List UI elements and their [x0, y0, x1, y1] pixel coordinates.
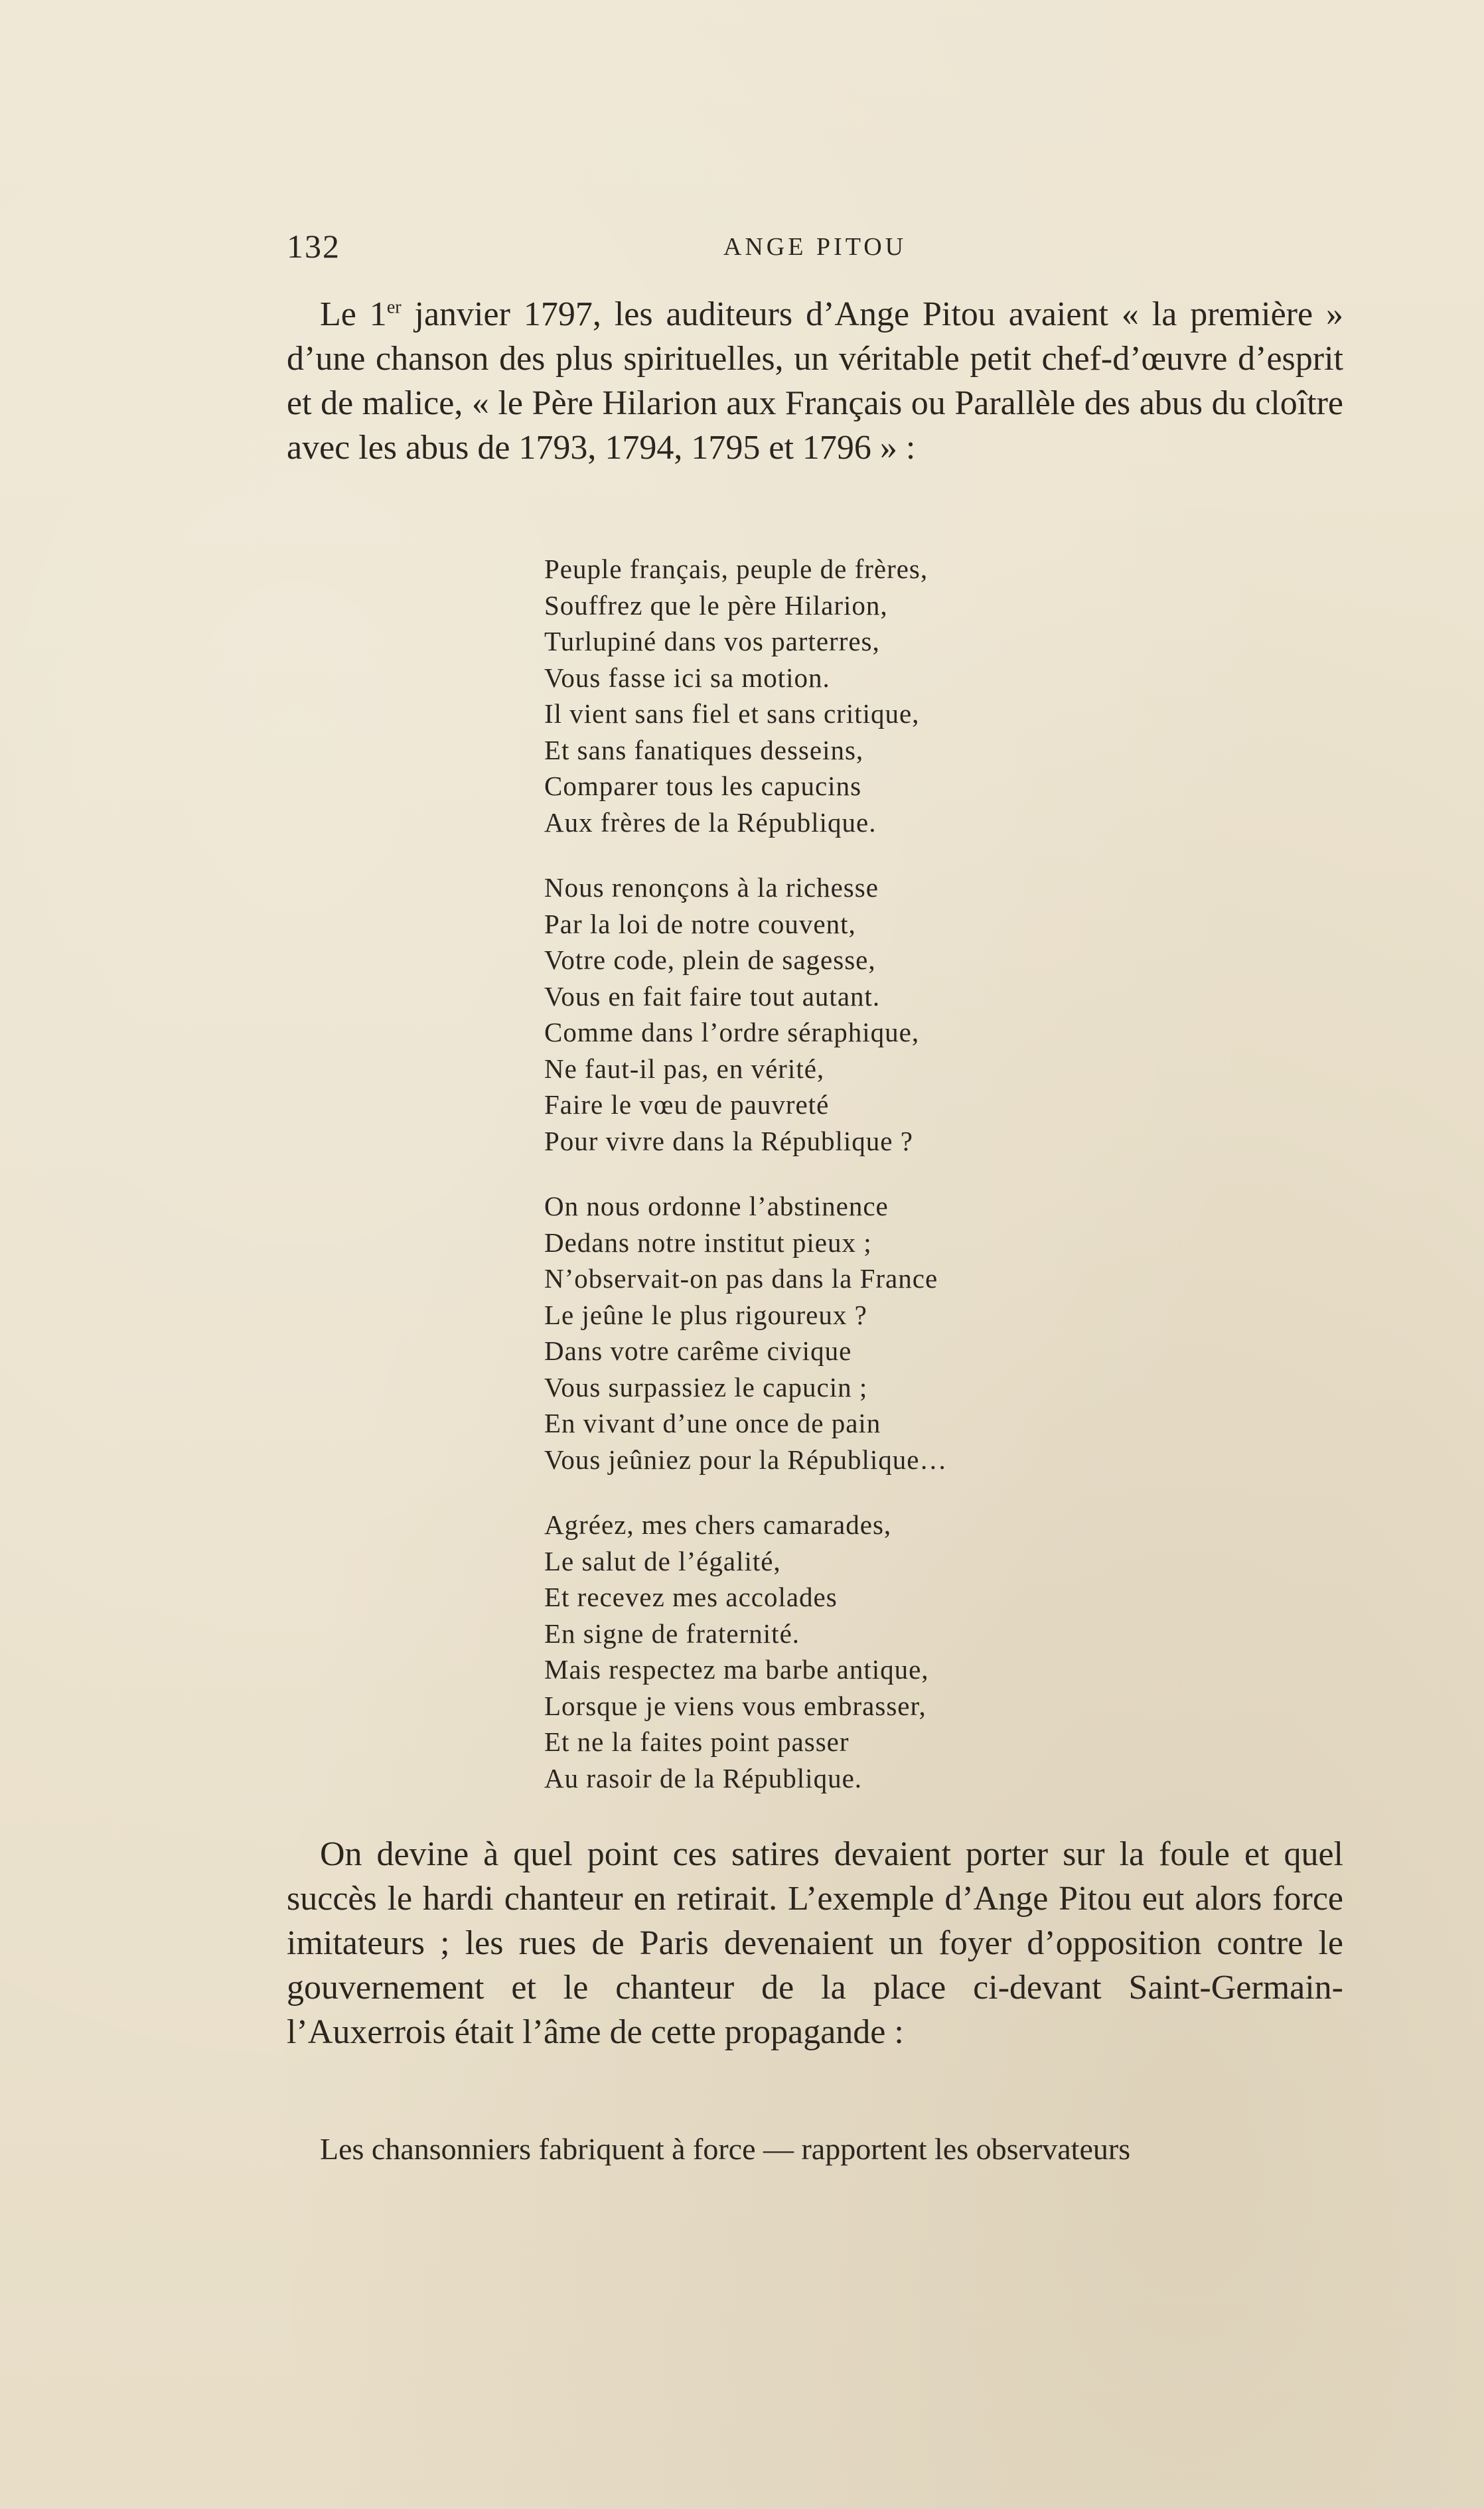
verse-line: Souffrez que le père Hilarion,	[544, 589, 888, 621]
running-title: ANGE PITOU	[723, 233, 907, 261]
verse-line: En signe de fraternité.	[544, 1618, 800, 1649]
verse-line: Vous jeûniez pour la République…	[544, 1444, 948, 1475]
verse-line: Vous en fait faire tout autant.	[544, 980, 881, 1012]
page-number: 132	[287, 228, 340, 265]
verse-line: Le salut de l’égalité,	[544, 1545, 781, 1576]
verse-line: Lorsque je viens vous embrasser,	[544, 1690, 927, 1721]
verse-line: Comme dans l’ordre séraphique,	[544, 1017, 920, 1047]
verse-line: Par la loi de notre couvent,	[544, 908, 856, 939]
stanza	[544, 551, 1341, 840]
final-line: Les chansonniers fabriquent à force — rapportent les observateurs	[320, 2132, 1131, 2166]
stanza	[544, 1507, 1341, 1796]
ordinal-suffix: er	[386, 297, 402, 318]
closing-paragraph: On devine à quel point ces satires devaient porter sur la foule et quel succès le hardi chanteur en retirait. L’exemple d’Ange Pitou eut alors force imitateurs ; les rues de Paris devenaient un foyer d’opposition contre le gouvernement et le chanteur de la place ci-devant Saint-Germain-l’Auxerrois était l’âme de cette propagande :	[287, 1835, 1343, 2051]
stanza	[544, 870, 1341, 1159]
verse-line: Et ne la faites point passer	[544, 1726, 850, 1757]
verse-line: Peuple français, peuple de frères,	[544, 554, 928, 584]
verse-line: N’observait-on pas dans la France	[544, 1263, 938, 1294]
verse-line: Le jeûne le plus rigoureux ?	[544, 1299, 867, 1330]
verse-line: Aux frères de la République.	[544, 806, 877, 838]
verse-line: Et sans fanatiques desseins,	[544, 734, 864, 765]
page-header	[287, 227, 1343, 267]
verse-line: Au rasoir de la République.	[544, 1762, 863, 1793]
verse-line: Pour vivre dans la République ?	[544, 1125, 913, 1156]
verse-line: Dedans notre institut pieux ;	[544, 1227, 872, 1258]
verse-line: Vous surpassiez le capucin ;	[544, 1371, 868, 1403]
intro-paragraph	[287, 292, 1343, 470]
verse-line: Agréez, mes chers camarades,	[544, 1509, 892, 1540]
verse-line: Ne faut-il pas, en vérité,	[544, 1053, 825, 1084]
verse-line: Faire le vœu de pauvreté	[544, 1089, 830, 1120]
verse-line: Il vient sans fiel et sans critique,	[544, 698, 920, 729]
verse-line: Mais respectez ma barbe antique,	[544, 1654, 929, 1685]
intro-lead: Le 1	[320, 295, 387, 333]
verse-line: On nous ordonne l’abstinence	[544, 1191, 889, 1221]
verse-line: Comparer tous les capucins	[544, 771, 862, 801]
poem	[544, 551, 1341, 1825]
stanza	[544, 1188, 1341, 1478]
verse-line: Vous fasse ici sa motion.	[544, 662, 830, 693]
verse-line: Et recevez mes accolades	[544, 1582, 838, 1612]
verse-line: Turlupiné dans vos parterres,	[544, 626, 880, 656]
intro-text: janvier 1797, les auditeurs d’Ange Pitou avaient « la première » d’une chanson des plus spirituelles, un véritable petit chef-d’œuvre d’esprit et de malice, « le Père Hilarion aux Français ou Parallèle des abus du cloître avec les abus de 1793, 1794, 1795 et 1796 » :	[287, 295, 1344, 467]
verse-line: Nous renonçons à la richesse	[544, 872, 879, 903]
verse-line: En vivant d’une once de pain	[544, 1408, 881, 1438]
verse-line: Votre code, plein de sagesse,	[544, 945, 876, 975]
verse-line: Dans votre carême civique	[544, 1335, 852, 1366]
